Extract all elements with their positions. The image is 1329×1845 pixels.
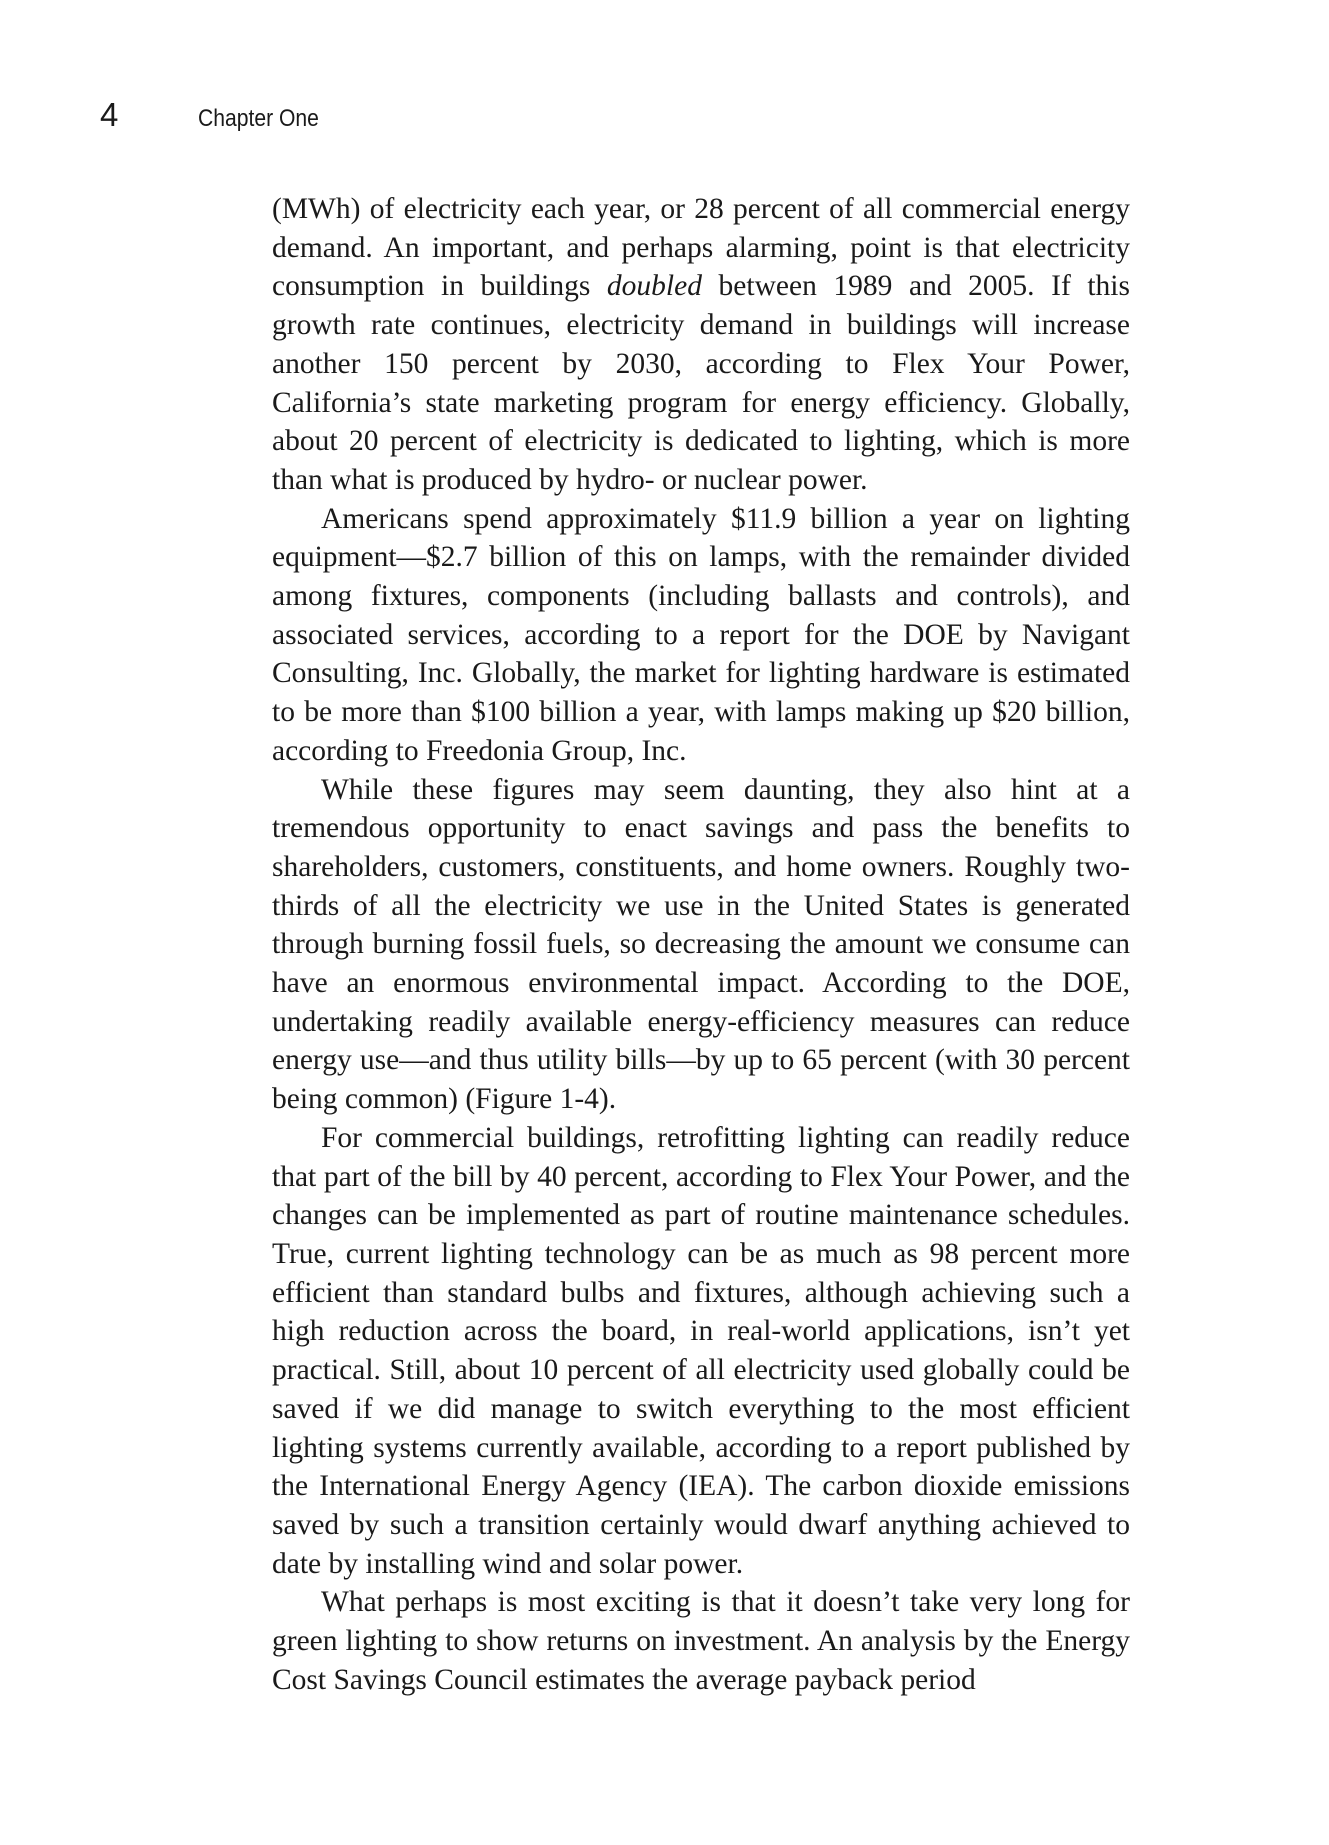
chapter-title: Chapter One [198,105,319,132]
emphasis-doubled: doubled [606,270,702,303]
body-text [272,190,1130,1699]
page-number: 4 [100,96,119,133]
text-run: (MWh) of electricity each year, or 28 percent of all commercial energy demand. An important, and perhaps alarming, point is that electricity consumption in buildings [272,193,1130,303]
text-run: Americans spend approximately $11.9 billion a year on lighting equipment—$2.7 billion of this on lamps, with the remainder divided among fixtures, components (including ballasts and controls), and associated services, according to a report for the DOE by Navigant Consulting, Inc. Globally, the market for lighting hardware is estimated to be more than $100 billion a year, with lamps making up $20 billion, according to Freedonia Group, Inc. [272,502,1130,767]
text-run: While these figures may seem daunting, they also hint at a tremendous opportunity to enact savings and pass the benefits to shareholders, customers, constituents, and home owners. Roughly two-thirds of all the electricity we use in the United States is generated through burning fossil fuels, so decreasing the amount we consume can have an enormous environmental impact. According to the DOE, undertaking readily available energy-efficiency measures can reduce energy use—and thus utility bills—by up to 65 percent (with 30 percent being common) (Figure 1-4). [272,773,1130,1116]
paragraph [272,1583,1130,1699]
text-run: What perhaps is most exciting is that it doesn’t take very long for green lighting to show returns on investment. An analysis by the Energy Cost Savings Council estimates the average payback period [272,1586,1130,1696]
paragraph [272,1119,1130,1583]
text-run: For commercial buildings, retrofitting lighting can readily reduce that part of the bill by 40 percent, according to Flex Your Power, and the changes can be implemented as part of routine maintenance schedules. True, current lighting technology can be as much as 98 percent more efficient than standard bulbs and fixtures, although achieving such a high reduction across the board, in real-world applications, isn’t yet practical. Still, about 10 percent of all electricity used globally could be saved if we did manage to switch everything to the most efficient lighting systems currently available, according to a report published by the International Energy Agency (IEA). The carbon dioxide emissions saved by such a transition certainly would dwarf anything achieved to date by installing wind and solar power. [272,1121,1130,1580]
text-run: between 1989 and 2005. If this growth rate continues, electricity demand in buildings will increase another 150 percent by 2030, according to Flex Your Power, California’s state marketing program for energy efficiency. Globally, about 20 percent of electricity is dedicated to lighting, which is more than what is produced by hydro- or nuclear power. [272,270,1130,496]
paragraph [272,190,1130,500]
paragraph [272,500,1130,771]
paragraph [272,771,1130,1119]
running-head [100,96,335,136]
